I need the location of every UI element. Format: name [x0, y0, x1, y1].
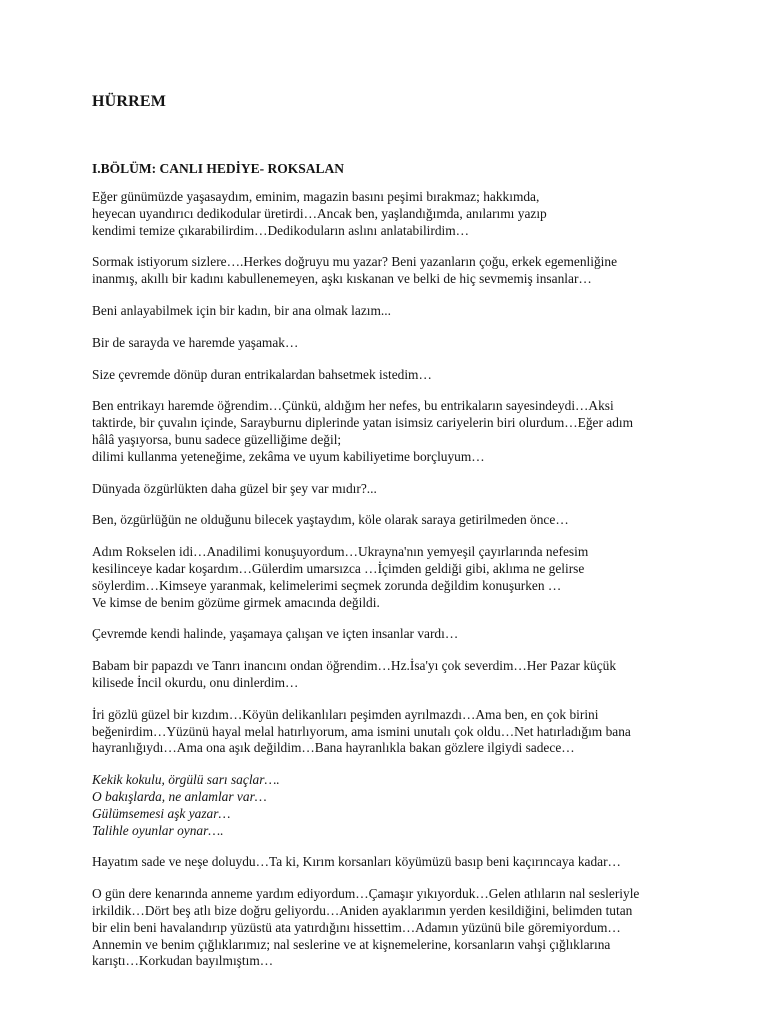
paragraph [92, 854, 688, 871]
text-line: kendimi temize çıkarabilirdim…Dedikoduların aslını anlatabilirdim… [92, 222, 470, 238]
paragraph [92, 512, 688, 529]
paragraph [92, 886, 688, 970]
chapter-title: I.BÖLÜM: CANLI HEDİYE- ROKSALAN [92, 161, 345, 176]
text-line: dilimi kullanma yeteneğime, zekâma ve uyum kabiliyetime borçluyum… [92, 448, 485, 464]
text-line: Ben entrikayı haremde öğrendim…Çünkü, aldığım her nefes, bu entrikaların sayesindeydi…Aksi [92, 398, 614, 414]
text-line: inanmış, akıllı bir kadını kabullenemeyen, aşkı kıskanan ve belki de hiç sevmemiş insanlar… [92, 271, 592, 287]
text-line: İri gözlü güzel bir kızdım…Köyün delikanlıları peşimden ayrılmazdı…Ama ben, en çok birini [92, 706, 599, 722]
paragraph [92, 658, 688, 692]
document-title: HÜRREM [92, 93, 167, 110]
paragraph [92, 481, 688, 498]
document-body [92, 189, 688, 970]
paragraph [92, 707, 688, 757]
text-line: Eğer günümüzde yaşasaydım, eminim, magazin basını peşimi bırakmaz; hakkımda, [92, 189, 540, 204]
text-line: O gün dere kenarında anneme yardım ediyordum…Çamaşır yıkıyorduk…Gelen atlıların nal sesleriyle [92, 886, 640, 902]
paragraph [92, 398, 688, 465]
paragraph [92, 335, 688, 352]
text-line: Sormak istiyorum sizlere….Herkes doğruyu mu yazar? Beni yazanların çoğu, erkek egemenliğine [92, 254, 618, 270]
text-line: karıştı…Korkudan bayılmıştım… [92, 953, 274, 969]
text-line: Bir de sarayda ve haremde yaşamak… [92, 334, 299, 350]
text-line: Adım Rokselen idi…Anadilimi konuşuyordum…Ukrayna'nın yemyeşil çayırlarında nefesim [92, 544, 589, 560]
text-line: O bakışlarda, ne anlamlar var… [92, 788, 267, 804]
text-line: bir elin beni havalandırıp yüzüstü ata yatırdığını hissettim…Adamın yüzünü bile göremiyordum… [92, 919, 621, 935]
text-line: söylerdim…Kimseye yaranmak, kelimelerimi seçmek zorunda değildim konuşurken … [92, 577, 562, 593]
poem-stanza [92, 772, 688, 839]
text-line: Kekik kokulu, örgülü sarı saçlar…. [92, 772, 280, 788]
text-line: Dünyada özgürlükten daha güzel bir şey var mıdır?... [92, 480, 377, 496]
text-line: hayranlığıydı…Ama ona aşık değildim…Bana hayranlıkla bakan gözlere ilgiydi sadece… [92, 740, 575, 756]
text-line: hâlâ yaşıyorsa, bunu sadece güzelliğime değil; [92, 431, 342, 447]
text-line: Gülümsemesi aşk yazar… [92, 805, 231, 821]
text-line: Çevremde kendi halinde, yaşamaya çalışan ve içten insanlar vardı… [92, 626, 459, 642]
paragraph [92, 303, 688, 320]
text-line: Ve kimse de benim gözüme girmek amacında değildi. [92, 594, 380, 610]
paragraph [92, 254, 688, 288]
text-line: Babam bir papazdı ve Tanrı inancını ondan öğrendim…Hz.İsa'yı çok severdim…Her Pazar küçük [92, 658, 617, 674]
text-line: irkildik…Dört beş atlı bize doğru geliyordu…Aniden ayaklarımın yerden kesildiğini, belimden tutan [92, 902, 633, 918]
text-line: kesilinceye kadar koşardım…Gülerdim umarsızca …İçimden geldiği gibi, aklıma ne gelirse [92, 560, 585, 576]
text-line: kilisede İncil okurdu, onu dinlerdim… [92, 674, 299, 690]
paragraph [92, 626, 688, 643]
text-line: Talihle oyunlar oynar…. [92, 822, 224, 838]
paragraph [92, 189, 688, 239]
paragraph [92, 367, 688, 384]
text-line: heyecan uyandırıcı dedikodular üretirdi…Ancak ben, yaşlandığımda, anılarımı yazıp [92, 205, 547, 221]
text-line: Size çevremde dönüp duran entrikalardan bahsetmek istedim… [92, 366, 432, 382]
text-line: Ben, özgürlüğün ne olduğunu bilecek yaştaydım, köle olarak saraya getirilmeden önce… [92, 512, 569, 528]
text-line: Beni anlayabilmek için bir kadın, bir ana olmak lazım... [92, 302, 391, 318]
text-line: Hayatım sade ve neşe doluydu…Ta ki, Kırım korsanları köyümüzü basıp beni kaçırıncaya kadar… [92, 854, 621, 870]
text-line: Annemin ve benim çığlıklarımız; nal seslerine ve at kişnemelerine, korsanların vahşi çığlıklarına [92, 936, 611, 952]
document-page [92, 93, 688, 985]
text-line: taktirde, bir çuvalın içinde, Sarayburnu diplerinde yatan isimsiz cariyelerin biri olurdum…Eğer adım [92, 415, 634, 431]
text-line: beğenirdim…Yüzünü hayal melal hatırlıyorum, ama ismini unutalı çok oldu…Net hatırladığım bana [92, 723, 631, 739]
paragraph [92, 544, 688, 611]
